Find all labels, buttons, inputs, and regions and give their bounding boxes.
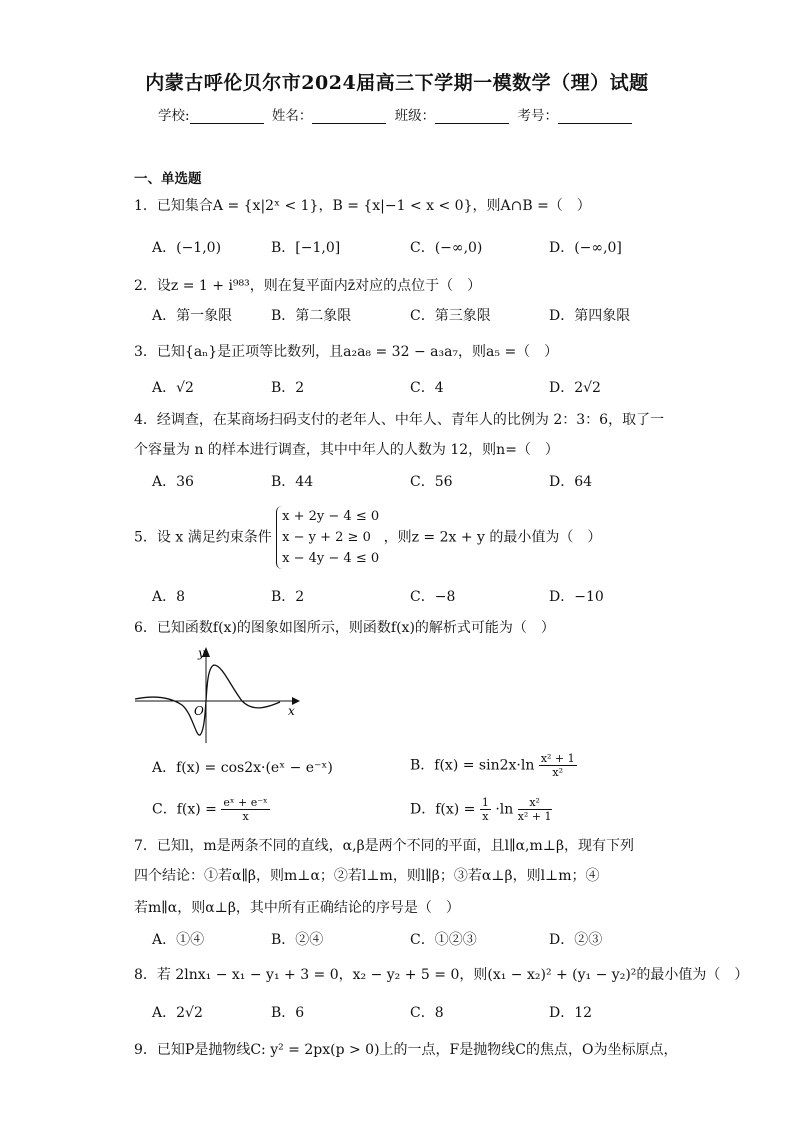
function-curve — [135, 665, 280, 735]
q6-option-a[interactable]: A．f(x) = cos2x·(eˣ − e⁻ˣ) — [152, 760, 333, 776]
q8-option-d[interactable]: D．12 — [549, 1005, 593, 1021]
q6-option-b-text: B．f(x) = sin2x·ln — [410, 757, 535, 774]
question-7-stem-cont: 四个结论：①若α∥β，则m⊥α；②若l⊥m，则l∥β；③若α⊥β，则l⊥m；④ — [134, 868, 600, 884]
class-label: 班级： — [394, 108, 436, 124]
q3-option-d[interactable]: D．2√2 — [549, 380, 601, 396]
q6-option-c-text: C．f(x) = — [152, 801, 217, 818]
q6-option-d-fraction-2 — [518, 796, 552, 823]
q4-option-c[interactable]: C．56 — [410, 474, 453, 490]
school-label: 学校: — [158, 108, 190, 124]
q7-option-c[interactable]: C．①②③ — [410, 932, 477, 948]
q1-option-d[interactable]: D．(−∞,0] — [549, 240, 622, 256]
q6-option-b[interactable] — [410, 752, 577, 779]
constraint-1: x + 2y − 4 ≤ 0 — [282, 509, 380, 524]
constraint-system — [276, 506, 379, 569]
student-info-line — [0, 104, 794, 124]
q6-option-d-text: D．f(x) = — [410, 801, 476, 818]
q5-stem-post: ，则z = 2x + y 的最小值为（ ） — [383, 529, 602, 546]
q3-option-c[interactable]: C．4 — [410, 380, 444, 396]
q6-option-d-ln: ·ln — [495, 801, 514, 818]
q7-option-b[interactable]: B．②④ — [271, 932, 324, 948]
question-7-stem: 7．已知l，m是两条不同的直线，α,β是两个不同的平面，且l∥α,m⊥β，现有下列 — [134, 838, 635, 854]
q2-option-d[interactable]: D．第四象限 — [549, 308, 631, 324]
q6-option-c-fraction — [221, 796, 269, 823]
question-6-stem: 6．已知函数f(x)的图象如图所示，则函数f(x)的解析式可能为（ ） — [134, 620, 555, 636]
exam-number-label: 考号： — [517, 108, 558, 124]
q8-option-a[interactable]: A．2√2 — [152, 1005, 203, 1021]
question-7-stem-cont-2: 若m∥α，则α⊥β，其中所有正确结论的序号是（ ） — [134, 900, 460, 916]
q5-option-b[interactable]: B．2 — [271, 589, 305, 605]
q6-option-d-fraction-1 — [480, 796, 491, 823]
x-axis-label: x — [288, 704, 295, 718]
q4-option-b[interactable]: B．44 — [271, 474, 314, 490]
q5-stem-pre: 5．设 x 满足约束条件 — [134, 529, 272, 546]
name-blank[interactable] — [312, 111, 386, 124]
q8-option-b[interactable]: B．6 — [271, 1005, 305, 1021]
question-1-stem: 1．已知集合A = {x|2ˣ < 1}，B = {x|−1 < x < 0}，则A∩B =（ ） — [134, 198, 591, 214]
origin-label: O — [194, 704, 204, 718]
q7-option-d[interactable]: D．②③ — [549, 932, 603, 948]
school-blank[interactable] — [190, 111, 264, 124]
q7-option-a[interactable]: A．①④ — [152, 932, 205, 948]
q6-option-c[interactable] — [152, 796, 270, 823]
exam-title: 内蒙古呼伦贝尔市2024届高三下学期一模数学（理）试题 — [145, 72, 649, 94]
q5-option-a[interactable]: A．8 — [152, 589, 186, 605]
question-4-stem-cont: 个容量为 n 的样本进行调查，其中中年人的人数为 12，则n=（ ） — [134, 442, 559, 458]
class-blank[interactable] — [435, 111, 509, 124]
q1-option-b[interactable]: B．[−1,0] — [271, 240, 341, 256]
frac-d1-num: 1 — [481, 796, 489, 809]
q4-option-d[interactable]: D．64 — [549, 474, 593, 490]
q1-option-c[interactable]: C．(−∞,0) — [410, 240, 483, 256]
question-8-stem: 8．若 2lnx₁ − x₁ − y₁ + 3 = 0，x₂ − y₂ + 5 = 0，则(x₁ − x₂)² + (y₁ − y₂)²的最小值为（ ） — [134, 967, 749, 983]
frac-d2-num: x² — [518, 796, 552, 810]
q2-option-c[interactable]: C．第三象限 — [410, 308, 491, 324]
section-heading: 一、单选题 — [134, 171, 202, 187]
name-label: 姓名： — [271, 108, 313, 124]
function-graph — [130, 645, 300, 745]
q3-option-b[interactable]: B．2 — [271, 380, 305, 396]
frac-d1-den: x — [482, 810, 489, 823]
q2-option-b[interactable]: B．第二象限 — [271, 308, 352, 324]
q5-option-c[interactable]: C．−8 — [410, 589, 456, 605]
question-2-stem: 2．设z = 1 + i⁹⁸³，则在复平面内z̄对应的点位于（ ） — [134, 278, 482, 294]
question-5-stem — [134, 506, 601, 569]
q6-option-d[interactable] — [410, 796, 552, 823]
frac-c-den: x — [242, 810, 249, 823]
question-4-stem: 4．经调查，在某商场扫码支付的老年人、中年人、青年人的比例为 2：3：6，取了一 — [134, 412, 665, 428]
frac-d2-den: x² + 1 — [517, 810, 552, 823]
constraint-2: x − y + 2 ≥ 0 — [282, 530, 371, 545]
q3-option-a[interactable]: A．√2 — [152, 380, 194, 396]
q4-option-a[interactable]: A．36 — [152, 474, 194, 490]
q8-option-c[interactable]: C．8 — [410, 1005, 444, 1021]
exam-number-blank[interactable] — [558, 111, 632, 124]
q5-option-d[interactable]: D．−10 — [549, 589, 604, 605]
q2-option-a[interactable]: A．第一象限 — [152, 308, 233, 324]
q6-option-b-fraction — [539, 752, 577, 779]
constraint-3: x − 4y − 4 ≤ 0 — [282, 551, 380, 566]
y-axis-label: y — [198, 646, 205, 660]
question-9-stem: 9．已知P是抛物线C: y² = 2px(p > 0)上的一点，F是抛物线C的焦点，O为坐标原点， — [134, 1042, 678, 1058]
frac-b-num: x² + 1 — [540, 752, 575, 765]
question-3-stem: 3．已知{aₙ}是正项等比数列，且a₂a₈ = 32 − a₃a₇，则a₅ =（ ） — [134, 344, 559, 360]
frac-c-num: eˣ + e⁻ˣ — [223, 796, 268, 809]
q1-option-a[interactable]: A．(−1,0) — [152, 240, 222, 256]
frac-b-den: x² — [552, 766, 564, 779]
